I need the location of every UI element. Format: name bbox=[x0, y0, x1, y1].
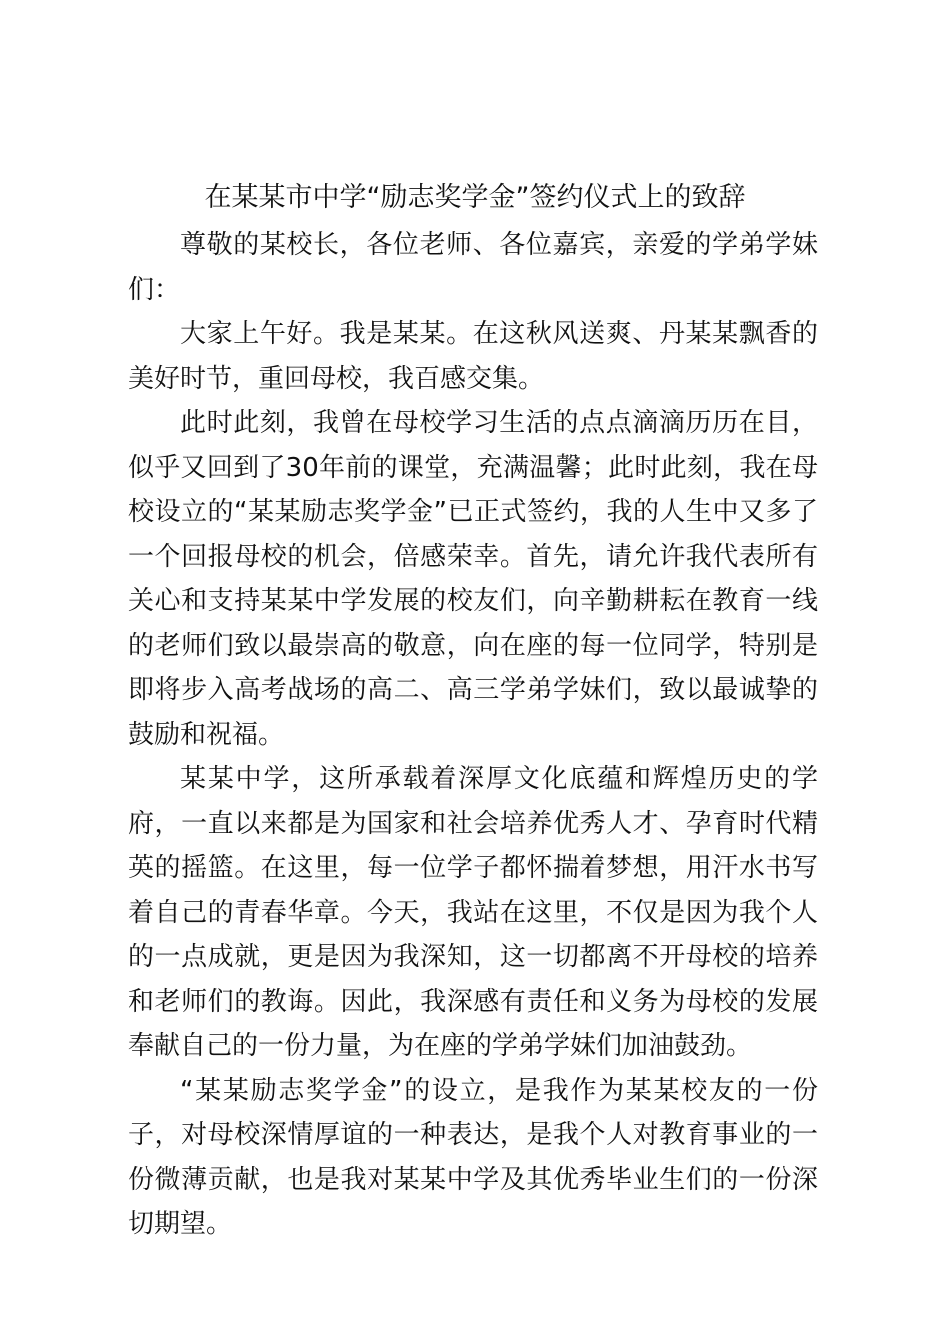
document-body bbox=[128, 223, 818, 1247]
paragraph-greeting: 大家上午好。我是某某。在这秋风送爽、丹某某飘香的美好时节，重回母校，我百感交集。 bbox=[128, 319, 818, 394]
paragraph-scholarship: “某某励志奖学金”的设立，是我作为某某校友的一份子，对母校深情厚谊的一种表达，是我个人对教育事业的一份微薄贡献，也是我对某某中学及其优秀毕业生们的一份深切期望。 bbox=[128, 1075, 818, 1239]
paragraph-school: 某某中学，这所承载着深厚文化底蕴和辉煌历史的学府，一直以来都是为国家和社会培养优秀人才、孕育时代精英的摇篮。在这里，每一位学子都怀揣着梦想，用汗水书写着自己的青春华章。今天，我站在这里，不仅是因为我个人的一点成就，更是因为我深知，这一切都离不开母校的培养和老师们的教诲。因此，我深感有责任和义务为母校的发展奉献自己的一份力量，为在座的学弟学妹们加油鼓劲。 bbox=[128, 764, 818, 1061]
document-title: 在某某市中学“励志奖学金”签约仪式上的致辞 bbox=[204, 182, 746, 213]
paragraph-salutation: 尊敬的某校长，各位老师、各位嘉宾，亲爱的学弟学妹们： bbox=[128, 230, 818, 305]
paragraph-memories: 此时此刻，我曾在母校学习生活的点点滴滴历历在目，似乎又回到了30年前的课堂，充满温馨；此时此刻，我在母校设立的“某某励志奖学金”已正式签约，我的人生中又多了一个回报母校的机会，倍感荣幸。首先，请允许我代表所有关心和支持某某中学发展的校友们，向辛勤耕耘在教育一线的老师们致以最崇高的敬意，向在座的每一位同学，特别是即将步入高考战场的高二、高三学弟学妹们，致以最诚挚的鼓励和祝福。 bbox=[128, 408, 818, 750]
